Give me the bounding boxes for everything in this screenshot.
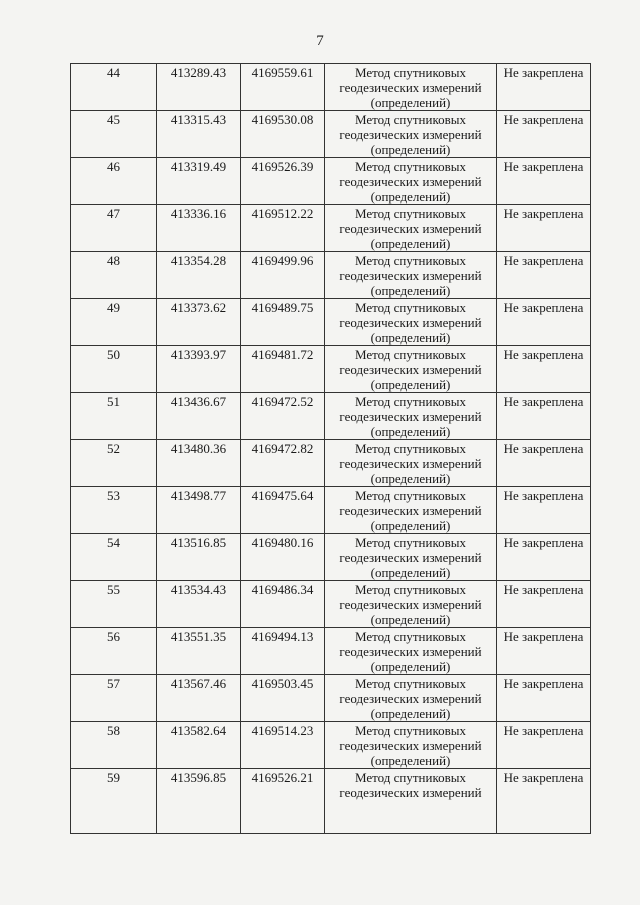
method-line: геодезических измерений [339, 550, 482, 565]
fixation-status-cell: Не закреплена [497, 487, 591, 534]
table-row [71, 299, 591, 346]
page-number: 7 [316, 33, 324, 49]
method-line: геодезических измерений [339, 80, 482, 95]
method-line: (определений) [370, 142, 451, 157]
fixation-status-cell: Не закреплена [497, 158, 591, 205]
fixation-status-cell: Не закреплена [497, 440, 591, 487]
point-number-cell: 54 [71, 534, 157, 581]
fixation-status-cell: Не закреплена [497, 252, 591, 299]
point-number-cell: 47 [71, 205, 157, 252]
method-line: геодезических измерений [339, 127, 482, 142]
x-coordinate-cell: 413315.43 [157, 111, 241, 158]
table-row [71, 252, 591, 299]
fixation-status-cell: Не закреплена [497, 111, 591, 158]
x-coordinate-cell: 413319.49 [157, 158, 241, 205]
point-number-cell: 55 [71, 581, 157, 628]
point-number-cell: 58 [71, 722, 157, 769]
table-row [71, 722, 591, 769]
point-number-cell: 50 [71, 346, 157, 393]
table-row [71, 769, 591, 834]
table-row [71, 534, 591, 581]
y-coordinate-cell: 4169526.39 [241, 158, 325, 205]
method-cell [325, 628, 497, 675]
y-coordinate-cell: 4169486.34 [241, 581, 325, 628]
table-row [71, 205, 591, 252]
table-row [71, 158, 591, 205]
fixation-status-cell: Не закреплена [497, 722, 591, 769]
method-line: (определений) [370, 330, 451, 345]
method-line: Метод спутниковых [354, 394, 466, 409]
method-line: Метод спутниковых [354, 206, 466, 221]
method-line: геодезических измерений [339, 644, 482, 659]
x-coordinate-cell: 413567.46 [157, 675, 241, 722]
y-coordinate-cell: 4169512.22 [241, 205, 325, 252]
x-coordinate-cell: 413336.16 [157, 205, 241, 252]
fixation-status-cell: Не закреплена [497, 299, 591, 346]
table-row [71, 581, 591, 628]
method-line: геодезических измерений [339, 174, 482, 189]
method-line: (определений) [370, 471, 451, 486]
table-row [71, 675, 591, 722]
method-line: геодезических измерений [339, 315, 482, 330]
method-line: Метод спутниковых [354, 770, 466, 785]
fixation-status-cell: Не закреплена [497, 675, 591, 722]
x-coordinate-cell: 413354.28 [157, 252, 241, 299]
y-coordinate-cell: 4169472.82 [241, 440, 325, 487]
point-number-cell: 53 [71, 487, 157, 534]
method-line: (определений) [370, 706, 451, 721]
method-line: Метод спутниковых [354, 676, 466, 691]
method-line: Метод спутниковых [354, 441, 466, 456]
method-line: (определений) [370, 612, 451, 627]
method-cell [325, 111, 497, 158]
table-row [71, 393, 591, 440]
y-coordinate-cell: 4169503.45 [241, 675, 325, 722]
method-cell [325, 205, 497, 252]
method-line: Метод спутниковых [354, 723, 466, 738]
x-coordinate-cell: 413498.77 [157, 487, 241, 534]
x-coordinate-cell: 413436.67 [157, 393, 241, 440]
method-line: геодезических измерений [339, 268, 482, 283]
method-line: геодезических измерений [339, 362, 482, 377]
method-line: геодезических измерений [339, 409, 482, 424]
method-line: (определений) [370, 95, 451, 110]
method-cell [325, 675, 497, 722]
y-coordinate-cell: 4169530.08 [241, 111, 325, 158]
method-line: (определений) [370, 659, 451, 674]
method-cell [325, 346, 497, 393]
x-coordinate-cell: 413480.36 [157, 440, 241, 487]
x-coordinate-cell: 413582.64 [157, 722, 241, 769]
method-line: геодезических измерений [339, 691, 482, 706]
table-row [71, 346, 591, 393]
x-coordinate-cell: 413551.35 [157, 628, 241, 675]
point-number-cell: 44 [71, 64, 157, 111]
method-cell [325, 64, 497, 111]
method-line: (определений) [370, 236, 451, 251]
method-line: (определений) [370, 518, 451, 533]
point-number-cell: 59 [71, 769, 157, 834]
y-coordinate-cell: 4169494.13 [241, 628, 325, 675]
method-line: (определений) [370, 753, 451, 768]
method-line: геодезических измерений [339, 503, 482, 518]
method-line: Метод спутниковых [354, 253, 466, 268]
method-line: (определений) [370, 565, 451, 580]
method-cell [325, 299, 497, 346]
method-line: Метод спутниковых [354, 629, 466, 644]
point-number-cell: 52 [71, 440, 157, 487]
method-cell [325, 534, 497, 581]
y-coordinate-cell: 4169559.61 [241, 64, 325, 111]
point-number-cell: 46 [71, 158, 157, 205]
y-coordinate-cell: 4169481.72 [241, 346, 325, 393]
method-line: Метод спутниковых [354, 535, 466, 550]
method-line: (определений) [370, 189, 451, 204]
method-line: Метод спутниковых [354, 347, 466, 362]
y-coordinate-cell: 4169475.64 [241, 487, 325, 534]
y-coordinate-cell: 4169489.75 [241, 299, 325, 346]
table-row [71, 64, 591, 111]
method-line: Метод спутниковых [354, 300, 466, 315]
method-line: геодезических измерений [339, 785, 482, 800]
table-row [71, 628, 591, 675]
table-row [71, 440, 591, 487]
fixation-status-cell: Не закреплена [497, 581, 591, 628]
coordinates-table [70, 63, 591, 834]
fixation-status-cell: Не закреплена [497, 628, 591, 675]
point-number-cell: 56 [71, 628, 157, 675]
method-line: Метод спутниковых [354, 65, 466, 80]
fixation-status-cell: Не закреплена [497, 346, 591, 393]
method-cell [325, 252, 497, 299]
fixation-status-cell: Не закреплена [497, 64, 591, 111]
point-number-cell: 57 [71, 675, 157, 722]
x-coordinate-cell: 413393.97 [157, 346, 241, 393]
point-number-cell: 49 [71, 299, 157, 346]
x-coordinate-cell: 413516.85 [157, 534, 241, 581]
fixation-status-cell: Не закреплена [497, 534, 591, 581]
fixation-status-cell: Не закреплена [497, 393, 591, 440]
method-cell [325, 393, 497, 440]
point-number-cell: 48 [71, 252, 157, 299]
method-cell [325, 487, 497, 534]
method-line: геодезических измерений [339, 221, 482, 236]
y-coordinate-cell: 4169499.96 [241, 252, 325, 299]
method-line: (определений) [370, 377, 451, 392]
method-cell [325, 722, 497, 769]
method-cell [325, 158, 497, 205]
method-cell [325, 581, 497, 628]
table-row [71, 487, 591, 534]
y-coordinate-cell: 4169472.52 [241, 393, 325, 440]
method-line: геодезических измерений [339, 597, 482, 612]
y-coordinate-cell: 4169526.21 [241, 769, 325, 834]
y-coordinate-cell: 4169480.16 [241, 534, 325, 581]
fixation-status-cell: Не закреплена [497, 769, 591, 834]
method-line: Метод спутниковых [354, 488, 466, 503]
y-coordinate-cell: 4169514.23 [241, 722, 325, 769]
fixation-status-cell: Не закреплена [497, 205, 591, 252]
point-number-cell: 45 [71, 111, 157, 158]
x-coordinate-cell: 413373.62 [157, 299, 241, 346]
x-coordinate-cell: 413534.43 [157, 581, 241, 628]
x-coordinate-cell: 413596.85 [157, 769, 241, 834]
method-cell [325, 440, 497, 487]
method-line: (определений) [370, 283, 451, 298]
x-coordinate-cell: 413289.43 [157, 64, 241, 111]
method-line: Метод спутниковых [354, 112, 466, 127]
method-line: (определений) [370, 424, 451, 439]
coordinates-table-body [71, 64, 591, 834]
method-cell [325, 769, 497, 834]
method-line: Метод спутниковых [354, 582, 466, 597]
method-line: геодезических измерений [339, 738, 482, 753]
table-row [71, 111, 591, 158]
method-line: Метод спутниковых [354, 159, 466, 174]
method-line: геодезических измерений [339, 456, 482, 471]
point-number-cell: 51 [71, 393, 157, 440]
